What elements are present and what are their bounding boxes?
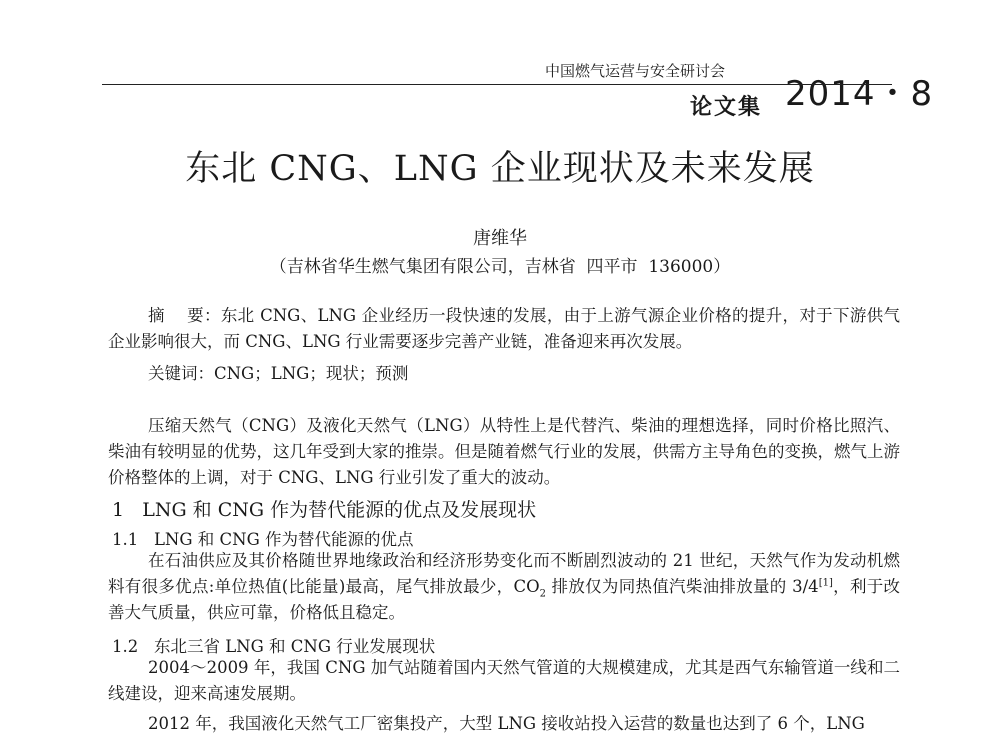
para-1-1-text-c: ，利于改善大气质量，供应可靠，价格低且稳定。 (108, 577, 901, 622)
section-1-1-paragraph (108, 548, 900, 626)
abstract-label: 摘 要： (148, 306, 221, 325)
reference-marker[interactable]: [1] (818, 577, 833, 589)
intro-paragraph (108, 413, 900, 491)
keywords (108, 361, 900, 387)
keywords-text: CNG；LNG；现状；预测 (214, 364, 409, 383)
para-1-1-text-a: 在石油供应及其价格随世界地缘政治和经济形势变化而不断剧烈波动的 21 世纪，天然气作为发动机燃料有很多优点:单位热值(比能量)最高，尾气排放最少，CO (108, 551, 900, 596)
header-rule (102, 84, 892, 85)
intro-text: 压缩天然气（CNG）及液化天然气（LNG）从特性上是代替汽、柴油的理想选择，同时价格比照汽、柴油有较明显的优势，这几年受到大家的推崇。但是随着燃气行业的发展，供需方主导角色的变换，燃气上游价格整体的上调，对于 CNG、LNG 行业引发了重大的波动。 (108, 416, 900, 487)
co2-subscript: 2 (539, 588, 546, 600)
conference-name: 中国燃气运营与安全研讨会 (545, 62, 726, 80)
para-1-1-text-b: 排放仅为同热值汽柴油排放量的 3/4 (546, 577, 819, 596)
abstract (108, 303, 900, 355)
para-1-2-text-b: 2012 年，我国液化天然气工厂密集投产，大型 LNG 接收站投入运营的数量也达到了 6 个，LNG (148, 714, 865, 733)
abstract-text: 东北 CNG、LNG 企业经历一段快速的发展，由于上游气源企业价格的提升，对于下游供气企业影响很大，而 CNG、LNG 行业需要逐步完善产业链，准备迎来再次发展。 (108, 306, 900, 351)
section-1-heading: 1 LNG 和 CNG 作为替代能源的优点及发展现状 (112, 499, 537, 521)
section-1-2-heading: 1.2 东北三省 LNG 和 CNG 行业发展现状 (112, 637, 436, 656)
author-affiliation: （吉林省华生燃气集团有限公司，吉林省 四平市 136000） (269, 257, 731, 277)
year-issue: 2014・8 (785, 74, 934, 114)
author-name: 唐维华 (473, 228, 527, 249)
collection-label: 论文集 (690, 95, 763, 120)
section-1-1-heading: 1.1 LNG 和 CNG 作为替代能源的优点 (112, 530, 414, 549)
keywords-label: 关键词： (148, 364, 214, 383)
section-1-2-paragraph (108, 655, 900, 737)
paper-title: 东北 CNG、LNG 企业现状及未来发展 (185, 149, 815, 189)
para-1-2-text-a: 2004～2009 年，我国 CNG 加气站随着国内天然气管道的大规模建成，尤其是西气东输管道一线和二线建设，迎来高速发展期。 (108, 658, 900, 703)
